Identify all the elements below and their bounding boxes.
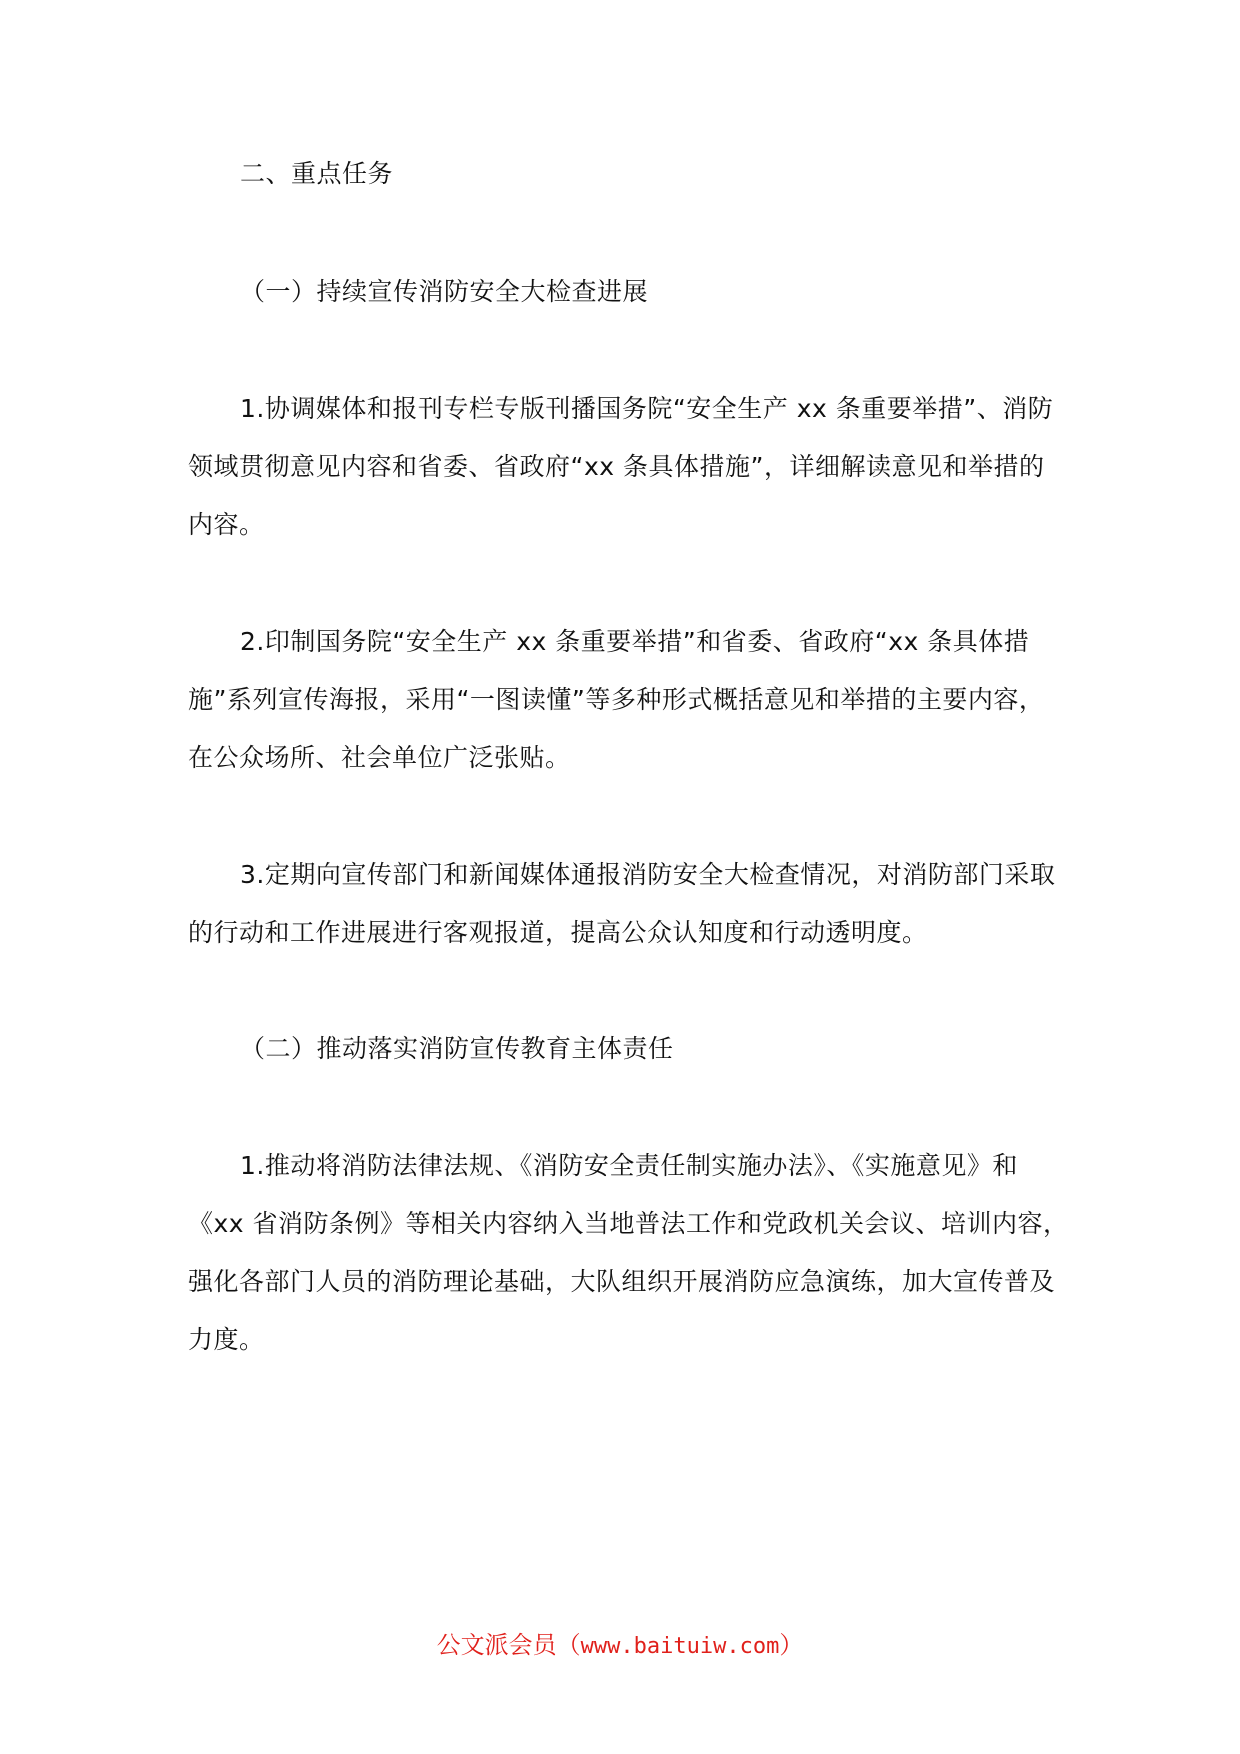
footer-url-link[interactable]: www.baituiw.com bbox=[580, 1634, 780, 1659]
paragraph-line: 《xx 省消防条例》等相关内容纳入当地普法工作和党政机关会议、培训内容， bbox=[188, 1209, 1069, 1238]
paragraph-line: 的行动和工作进展进行客观报道，提高公众认知度和行动透明度。 bbox=[188, 918, 928, 947]
footer-label: 公文派会员（ bbox=[436, 1631, 581, 1659]
paragraph-line: 领域贯彻意见内容和省委、省政府“xx 条具体措施”，详细解读意见和举措的 bbox=[188, 452, 1045, 481]
paragraph-line: 施”系列宣传海报，采用“一图读懂”等多种形式概括意见和举措的主要内容， bbox=[188, 685, 1045, 714]
footer-watermark bbox=[0, 1628, 1240, 1664]
footer-close: ） bbox=[779, 1631, 804, 1659]
section-title-2: （二）推动落实消防宣传教育主体责任 bbox=[240, 1034, 674, 1063]
paragraph-line: 1.协调媒体和报刊专栏专版刊播国务院“安全生产 xx 条重要举措”、消防 bbox=[240, 394, 1054, 423]
paragraph-line: 内容。 bbox=[188, 510, 265, 539]
paragraph-line: 力度。 bbox=[188, 1325, 265, 1354]
paragraph-line: 1.推动将消防法律法规、《消防安全责任制实施办法》、《实施意见》和 bbox=[240, 1151, 1018, 1180]
paragraph-line: 在公众场所、社会单位广泛张贴。 bbox=[188, 743, 571, 772]
paragraph-line: 3.定期向宣传部门和新闻媒体通报消防安全大检查情况，对消防部门采取 bbox=[240, 860, 1056, 889]
heading: 二、重点任务 bbox=[240, 159, 394, 188]
paragraph-line: 2.印制国务院“安全生产 xx 条重要举措”和省委、省政府“xx 条具体措 bbox=[240, 627, 1030, 656]
section-title-1: （一）持续宣传消防安全大检查进展 bbox=[240, 277, 649, 306]
paragraph-line: 强化各部门人员的消防理论基础，大队组织开展消防应急演练，加大宣传普及 bbox=[188, 1267, 1056, 1296]
